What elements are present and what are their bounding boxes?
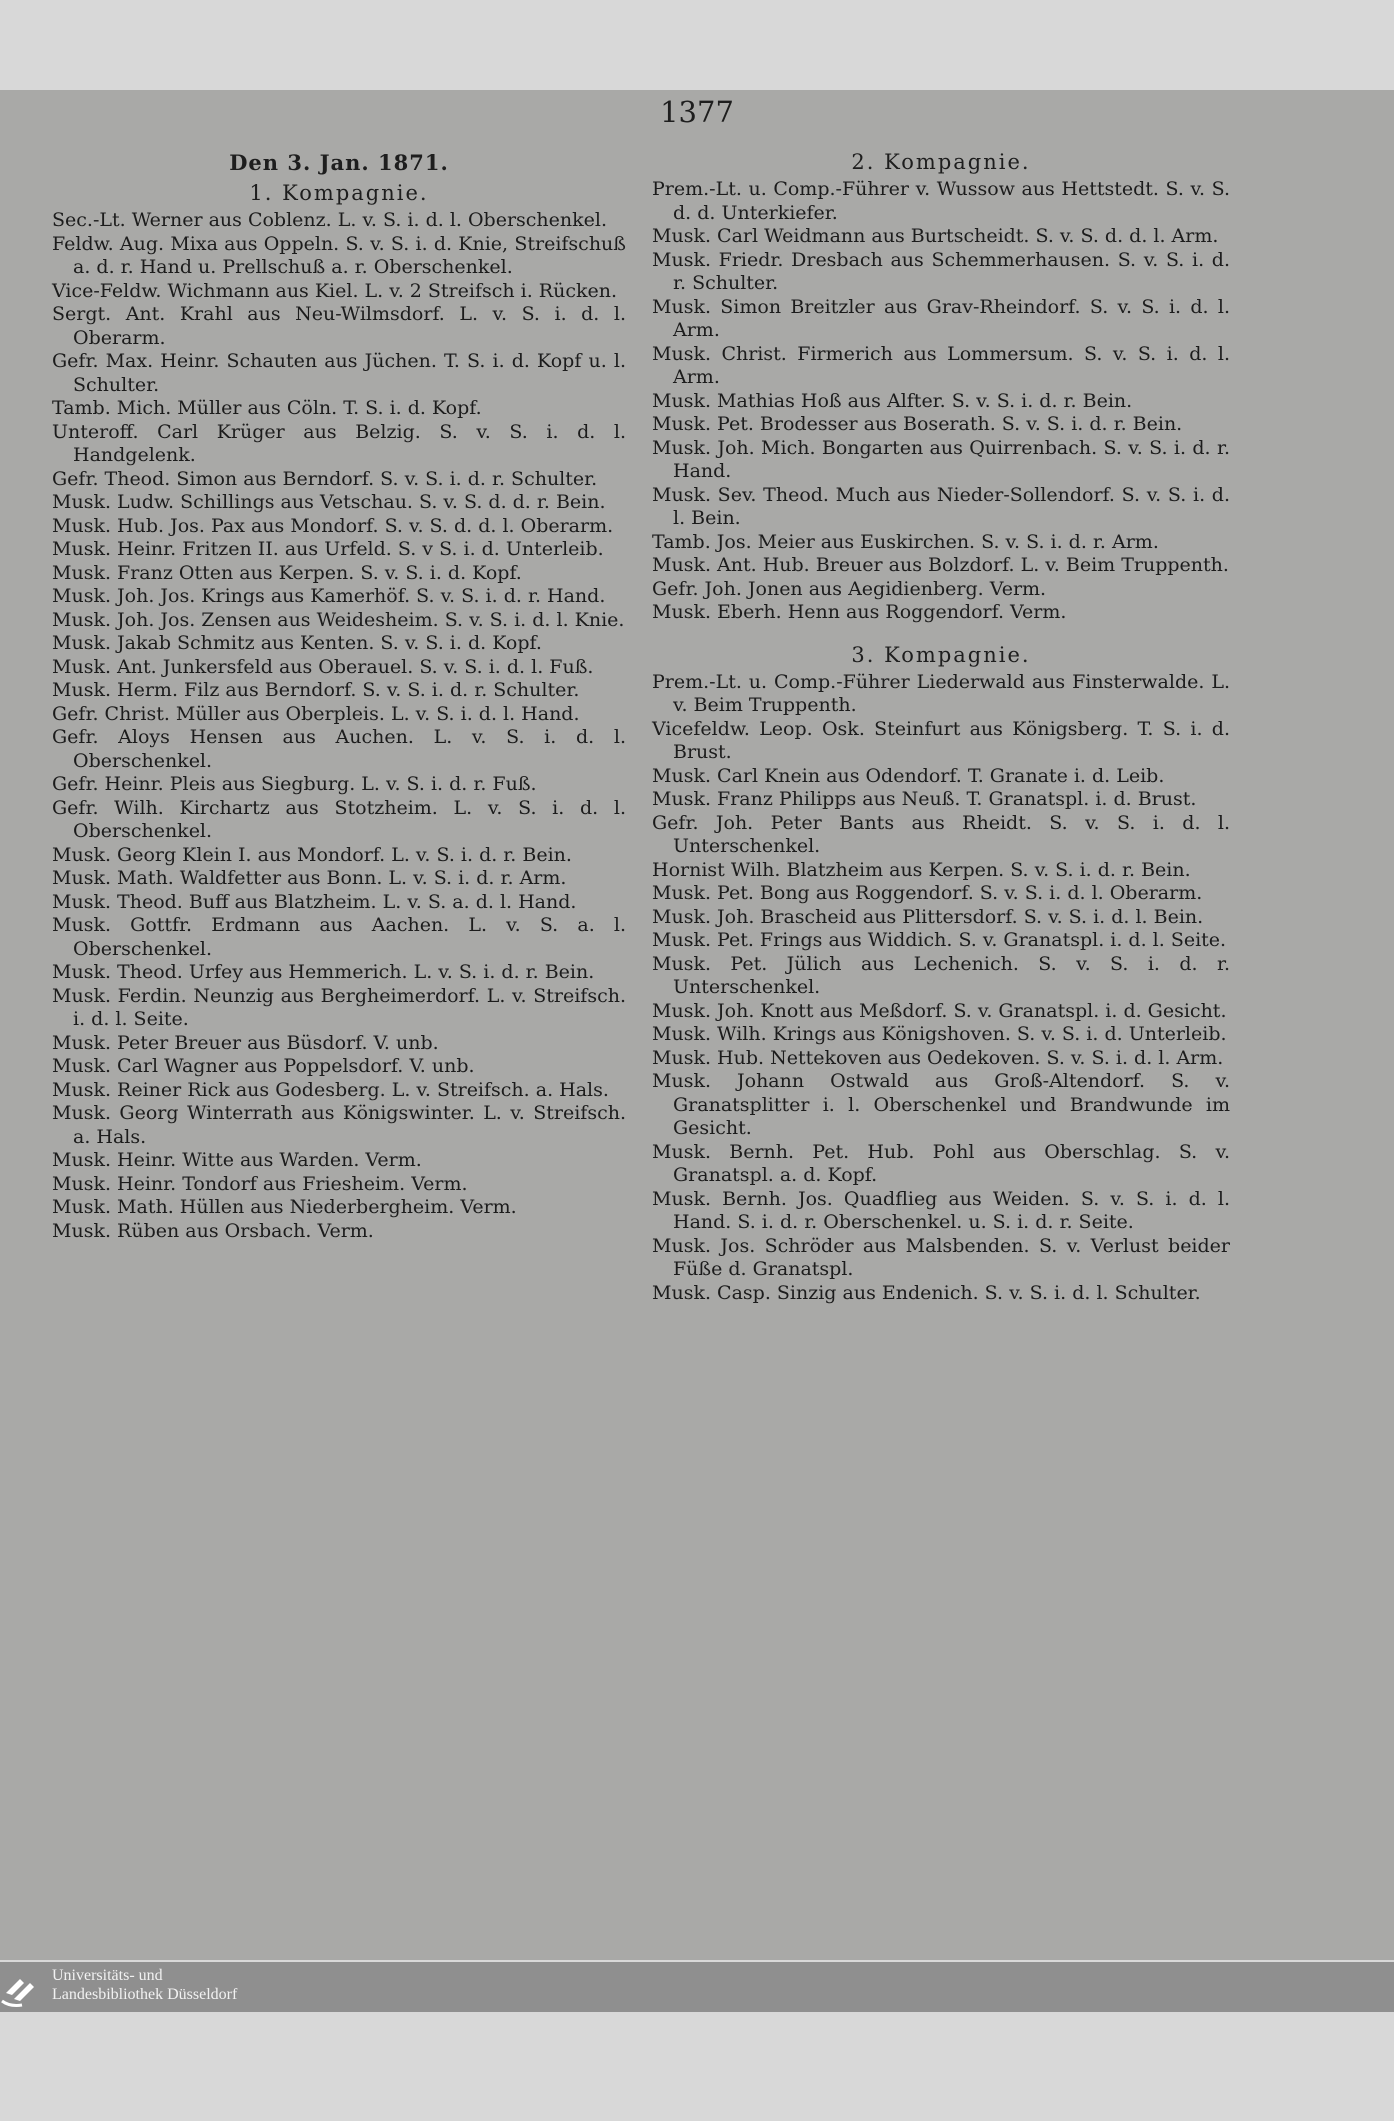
left-column <box>52 150 626 1261</box>
casualty-entry: Feldw. Aug. Mixa aus Oppeln. S. v. S. i. d. Knie, Streifschuß a. d. r. Hand u. Prellschuß a. r. Oberschenkel. <box>52 232 626 278</box>
casualty-entry: Musk. Hub. Jos. Pax aus Mondorf. S. v. S. d. d. l. Oberarm. <box>52 514 614 537</box>
casualty-entry: Gefr. Joh. Peter Bants aus Rheidt. S. v. S. i. d. l. Unterschenkel. <box>652 811 1230 857</box>
page-number: 1377 <box>660 95 734 129</box>
library-name <box>52 1966 237 2004</box>
casualty-entry: Musk. Joh. Knott aus Meßdorf. S. v. Granatspl. i. d. Gesicht. <box>652 999 1227 1022</box>
casualty-entry: Musk. Georg Klein I. aus Mondorf. L. v. S. i. d. r. Bein. <box>52 843 572 866</box>
company-heading: 1. Kompagnie. <box>249 181 429 205</box>
casualty-entry: Gefr. Max. Heinr. Schauten aus Jüchen. T. S. i. d. Kopf u. l. Schulter. <box>52 350 626 396</box>
casualty-entry: Musk. Georg Winterrath aus Königswinter. L. v. Streifsch. a. Hals. <box>52 1102 626 1148</box>
casualty-entry: Musk. Ludw. Schillings aus Vetschau. S. v. S. d. d. r. Bein. <box>52 491 606 513</box>
right-companies <box>652 150 1230 1305</box>
casualty-entry: Musk. Joh. Mich. Bongarten aus Quirrenbach. S. v. S. i. d. r. Hand. <box>652 436 1230 482</box>
casualty-entry: Musk. Herm. Filz aus Berndorf. S. v. S. i. d. r. Schulter. <box>52 679 580 701</box>
ulb-logo-icon <box>0 1967 44 2011</box>
casualty-entry: Musk. Bernh. Pet. Hub. Pohl aus Oberschlag. S. v. Granatspl. a. d. Kopf. <box>652 1140 1230 1186</box>
casualty-entry: Prem.-Lt. u. Comp.-Führer v. Wussow aus Hettstedt. S. v. S. d. d. Unterkiefer. <box>652 178 1230 224</box>
casualty-entry: Musk. Ant. Junkersfeld aus Oberauel. S. v. S. i. d. l. Fuß. <box>52 655 594 678</box>
right-column <box>652 150 1230 1323</box>
casualty-entry: Musk. Casp. Sinzig aus Endenich. S. v. S. i. d. l. Schulter. <box>652 1281 1201 1304</box>
casualty-entry: Musk. Theod. Buff aus Blatzheim. L. v. S. a. d. l. Hand. <box>52 890 577 913</box>
casualty-entry: Musk. Reiner Rick aus Godesberg. L. v. Streifsch. a. Hals. <box>52 1078 609 1101</box>
casualty-entry: Musk. Pet. Brodesser aus Boserath. S. v. S. i. d. r. Bein. <box>652 413 1183 435</box>
casualty-entry: Musk. Carl Wagner aus Poppelsdorf. V. unb. <box>52 1055 475 1077</box>
company-heading: 2. Kompagnie. <box>851 150 1031 174</box>
casualty-entry: Musk. Peter Breuer aus Büsdorf. V. unb. <box>52 1031 439 1054</box>
casualty-entry: Musk. Hub. Nettekoven aus Oedekoven. S. v. S. i. d. l. Arm. <box>652 1046 1224 1069</box>
casualty-entry: Sec.-Lt. Werner aus Coblenz. L. v. S. i. d. l. Oberschenkel. <box>52 209 608 231</box>
casualty-entry: Gefr. Aloys Hensen aus Auchen. L. v. S. i. d. l. Oberschenkel. <box>52 726 626 772</box>
casualty-entry: Musk. Pet. Jülich aus Lechenich. S. v. S. i. d. r. Unterschenkel. <box>652 952 1230 998</box>
casualty-entry: Unteroff. Carl Krüger aus Belzig. S. v. S. i. d. l. Handgelenk. <box>52 420 626 466</box>
casualty-entry: Musk. Joh. Brascheid aus Plittersdorf. S. v. S. i. d. l. Bein. <box>652 905 1204 928</box>
left-companies <box>52 181 626 1243</box>
library-name-line1: Universitäts- und <box>52 1967 163 1984</box>
casualty-entry: Gefr. Christ. Müller aus Oberpleis. L. v. S. i. d. l. Hand. <box>52 702 580 725</box>
casualty-entry: Musk. Ant. Hub. Breuer aus Bolzdorf. L. v. Beim Truppenth. <box>652 554 1229 576</box>
casualty-entry: Musk. Heinr. Witte aus Warden. Verm. <box>52 1149 422 1171</box>
casualty-entry: Musk. Simon Breitzler aus Grav-Rheindorf. S. v. S. i. d. l. Arm. <box>652 295 1230 341</box>
company-heading: 3. Kompagnie. <box>851 642 1031 667</box>
casualty-entry: Gefr. Wilh. Kirchartz aus Stotzheim. L. v. S. i. d. l. Oberschenkel. <box>52 796 626 842</box>
casualty-entry: Prem.-Lt. u. Comp.-Führer Liederwald aus Finsterwalde. L. v. Beim Truppenth. <box>652 670 1230 716</box>
casualty-entry: Vicefeldw. Leop. Osk. Steinfurt aus Königsberg. T. S. i. d. Brust. <box>652 717 1230 763</box>
casualty-entry: Musk. Franz Otten aus Kerpen. S. v. S. i. d. Kopf. <box>52 561 522 584</box>
casualty-entry: Musk. Pet. Frings aus Widdich. S. v. Granatspl. i. d. l. Seite. <box>652 929 1227 951</box>
date-heading: Den 3. Jan. 1871. <box>229 150 449 175</box>
casualty-entry: Musk. Rüben aus Orsbach. Verm. <box>52 1219 374 1242</box>
casualty-entry: Musk. Johann Ostwald aus Groß-Altendorf. S. v. Granatsplitter i. l. Oberschenkel und Brandwunde im Gesicht. <box>652 1070 1230 1139</box>
casualty-entry: Musk. Theod. Urfey aus Hemmerich. L. v. S. i. d. r. Bein. <box>52 961 595 983</box>
casualty-entry: Gefr. Joh. Jonen aus Aegidienberg. Verm. <box>652 577 1047 600</box>
library-name-line2: Landesbibliothek Düsseldorf <box>52 1986 238 2003</box>
casualty-entry: Musk. Joh. Jos. Krings aus Kamerhöf. S. v. S. i. d. r. Hand. <box>52 585 606 607</box>
casualty-list <box>52 209 626 1243</box>
casualty-entry: Musk. Jakab Schmitz aus Kenten. S. v. S. i. d. Kopf. <box>52 632 542 654</box>
casualty-entry: Tamb. Jos. Meier aus Euskirchen. S. v. S. i. d. r. Arm. <box>652 530 1159 553</box>
casualty-entry: Musk. Christ. Firmerich aus Lommersum. S. v. S. i. d. l. Arm. <box>652 342 1230 388</box>
casualty-entry: Musk. Franz Philipps aus Neuß. T. Granatspl. i. d. Brust. <box>652 788 1197 810</box>
casualty-entry: Musk. Math. Hüllen aus Niederbergheim. Verm. <box>52 1196 517 1218</box>
casualty-entry: Musk. Jos. Schröder aus Malsbenden. S. v. Verlust beider Füße d. Granatspl. <box>652 1234 1230 1280</box>
casualty-entry: Tamb. Mich. Müller aus Cöln. T. S. i. d. Kopf. <box>52 397 482 419</box>
casualty-entry: Sergt. Ant. Krahl aus Neu-Wilmsdorf. L. v. S. i. d. l. Oberarm. <box>52 303 626 349</box>
casualty-entry: Musk. Gottfr. Erdmann aus Aachen. L. v. S. a. l. Oberschenkel. <box>52 914 626 960</box>
casualty-entry: Musk. Joh. Jos. Zensen aus Weidesheim. S. v. S. i. d. l. Knie. <box>52 608 625 631</box>
casualty-entry: Musk. Eberh. Henn aus Roggendorf. Verm. <box>652 601 1067 623</box>
casualty-entry: Musk. Friedr. Dresbach aus Schemmerhausen. S. v. S. i. d. r. Schulter. <box>652 248 1230 294</box>
casualty-entry: Musk. Pet. Bong aus Roggendorf. S. v. S. i. d. l. Oberarm. <box>652 882 1203 904</box>
casualty-entry: Musk. Bernh. Jos. Quadflieg aus Weiden. S. v. S. i. d. l. Hand. S. i. d. r. Oberschenkel. u. S. i. d. r. Seite. <box>652 1187 1230 1233</box>
casualty-entry: Musk. Ferdin. Neunzig aus Bergheimerdorf. L. v. Streifsch. i. d. l. Seite. <box>52 984 626 1030</box>
casualty-entry: Vice-Feldw. Wichmann aus Kiel. L. v. 2 Streifsch i. Rücken. <box>52 279 618 302</box>
casualty-entry: Musk. Mathias Hoß aus Alfter. S. v. S. i. d. r. Bein. <box>652 389 1133 412</box>
casualty-list <box>652 178 1230 625</box>
casualty-entry: Musk. Carl Weidmann aus Burtscheidt. S. v. S. d. d. l. Arm. <box>652 225 1219 247</box>
casualty-entry: Musk. Wilh. Krings aus Königshoven. S. v. S. i. d. Unterleib. <box>652 1023 1227 1045</box>
casualty-entry: Hornist Wilh. Blatzheim aus Kerpen. S. v. S. i. d. r. Bein. <box>652 858 1191 881</box>
casualty-entry: Gefr. Theod. Simon aus Berndorf. S. v. S. i. d. r. Schulter. <box>52 467 598 490</box>
casualty-entry: Gefr. Heinr. Pleis aus Siegburg. L. v. S. i. d. r. Fuß. <box>52 773 537 795</box>
casualty-entry: Musk. Heinr. Fritzen II. aus Urfeld. S. v S. i. d. Unterleib. <box>52 538 604 560</box>
casualty-entry: Musk. Math. Waldfetter aus Bonn. L. v. S. i. d. r. Arm. <box>52 867 567 889</box>
casualty-entry: Musk. Carl Knein aus Odendorf. T. Granate i. d. Leib. <box>652 764 1165 787</box>
casualty-entry: Musk. Heinr. Tondorf aus Friesheim. Verm. <box>52 1172 468 1195</box>
casualty-entry: Musk. Sev. Theod. Much aus Nieder-Sollendorf. S. v. S. i. d. l. Bein. <box>652 483 1230 529</box>
casualty-list <box>652 671 1230 1306</box>
